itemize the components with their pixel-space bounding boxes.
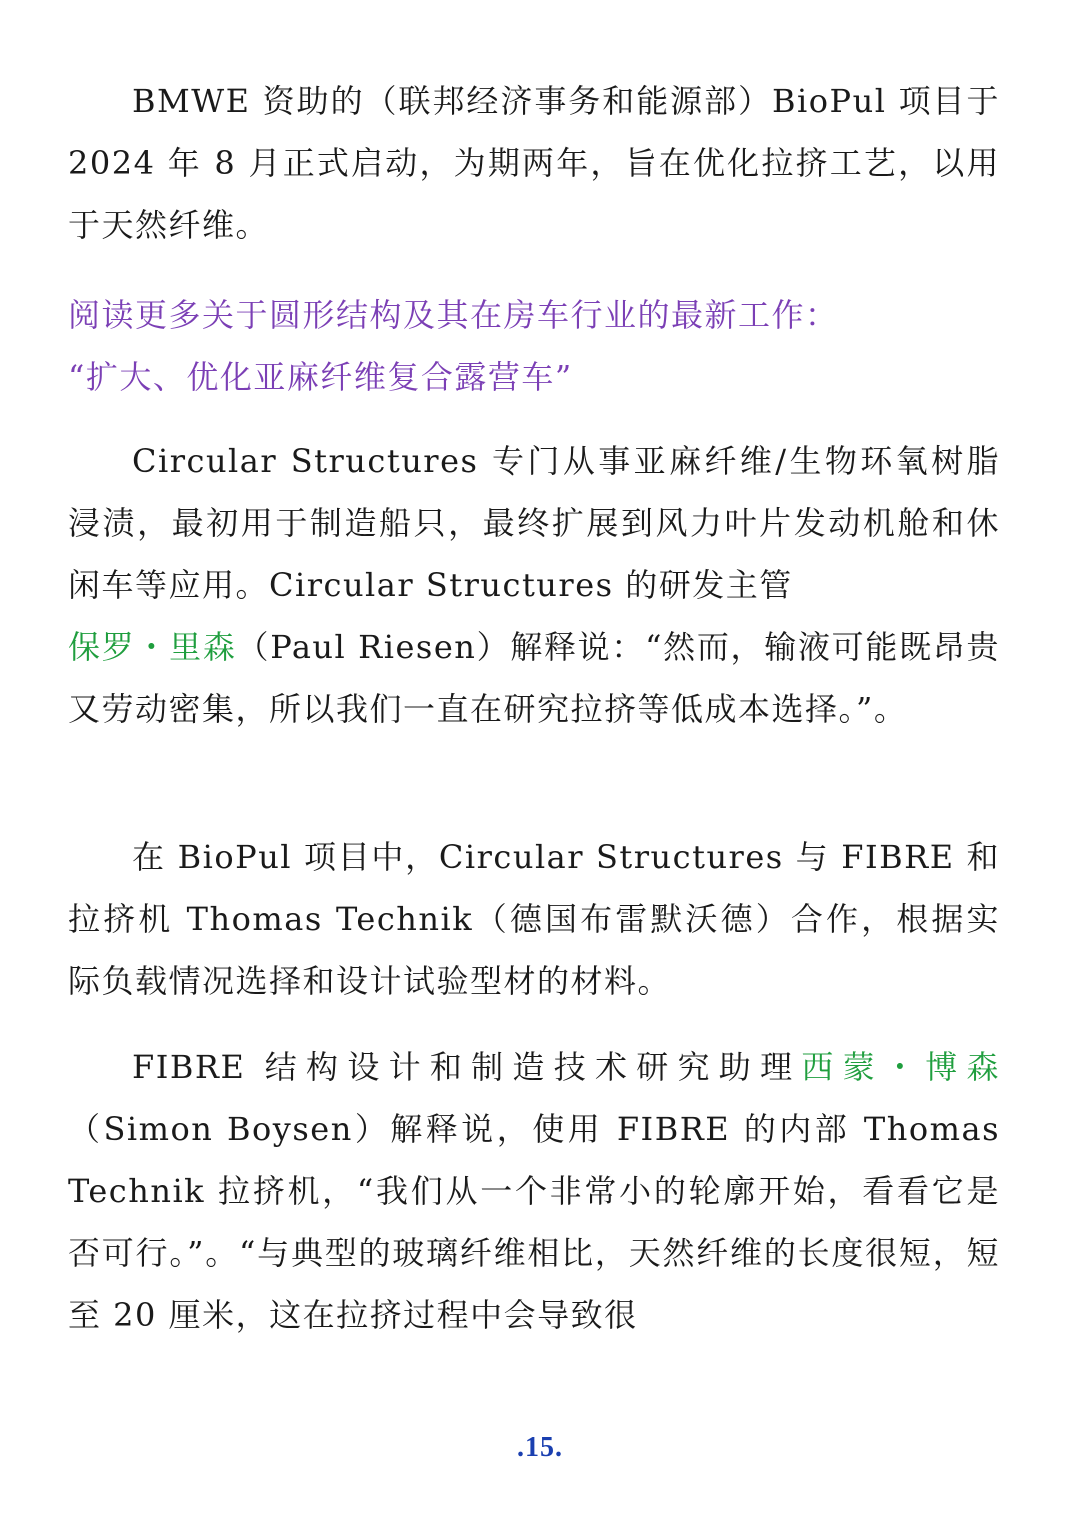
paragraph-simon-boysen xyxy=(68,1036,1000,1346)
paragraph-circular-structures xyxy=(68,430,1000,740)
person-name-simon-boysen: 西蒙・博森 xyxy=(801,1048,1000,1086)
related-article-link[interactable] xyxy=(68,284,1000,408)
paragraph-text: （Simon Boysen）解释说，使用 FIBRE 的内部 Thomas Technik 拉挤机，“我们从一个非常小的轮廓开始，看看它是否可行。”。“与典型的玻璃纤维相比，天然纤维的长度很短，短至 20 厘米，这在拉挤过程中会导致很 xyxy=(68,1110,1000,1334)
paragraph-biopul-intro xyxy=(68,70,1000,256)
related-link-line-1[interactable]: 阅读更多关于圆形结构及其在房车行业的最新工作： xyxy=(68,296,839,334)
paragraph-text: BMWE 资助的（联邦经济事务和能源部）BioPul 项目于 2024 年 8 月正式启动，为期两年，旨在优化拉挤工艺，以用于天然纤维。 xyxy=(68,82,1000,244)
person-name-paul-riesen: 保罗・里森 xyxy=(68,628,237,666)
paragraph-biopul-partners xyxy=(68,826,1000,1012)
related-link-line-2[interactable]: “扩大、优化亚麻纤维复合露营车” xyxy=(68,358,573,396)
paragraph-text: FIBRE 结构设计和制造技术研究助理 xyxy=(132,1048,802,1086)
paragraph-text: （Paul Riesen）解释说：“然而，输液可能既昂贵又劳动密集，所以我们一直在研究拉挤等低成本选择。”。 xyxy=(68,628,1000,728)
page-number: .15. xyxy=(517,1432,563,1463)
paragraph-text: 在 BioPul 项目中，Circular Structures 与 FIBRE 和拉挤机 Thomas Technik（德国布雷默沃德）合作，根据实际负载情况选择和设计试验型材的材料。 xyxy=(68,838,1000,1000)
paragraph-text: Circular Structures 专门从事亚麻纤维/生物环氧树脂浸渍，最初用于制造船只，最终扩展到风力叶片发动机舱和休闲车等应用。Circular Structures 的研发主管 xyxy=(68,442,1000,604)
